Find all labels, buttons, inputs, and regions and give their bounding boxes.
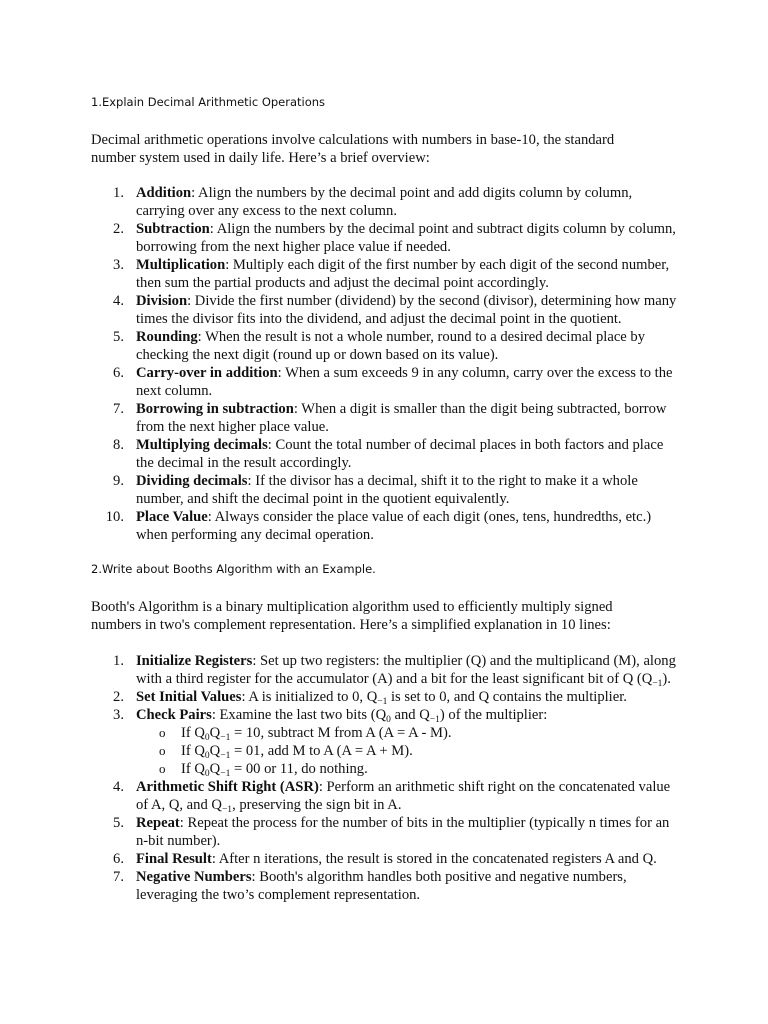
list-number: 2. (113, 689, 124, 705)
list-term: Rounding (136, 329, 198, 345)
list-text: : Multiply each digit of the first number by each digit of the second number, then sum the partial products and adjust the decimal point accordingly. (136, 257, 670, 291)
list-text: : Align the numbers by the decimal point and add digits column by column, carrying over any excess to the next column. (136, 185, 633, 219)
list-term: Multiplying decimals (136, 437, 268, 453)
list-text: : Always consider the place value of each digit (ones, tens, hundredths, etc.) when performing any decimal operation. (136, 509, 652, 543)
symbol-q: Q (375, 707, 387, 723)
list-text: and (390, 707, 420, 723)
sub-text: If (181, 725, 195, 741)
list-number: 1. (113, 185, 124, 201)
list-term: Addition (136, 185, 192, 201)
list-term: Division (136, 293, 188, 309)
subscript: 0 (386, 715, 391, 725)
list-item (91, 256, 681, 292)
list-number: 9. (113, 473, 124, 489)
list-item (91, 292, 681, 328)
symbol-q: Q (419, 707, 430, 723)
symbol-q: Q (194, 743, 205, 759)
section-1-list (91, 184, 681, 544)
list-number: 6. (113, 365, 124, 381)
list-term: Subtraction (136, 221, 210, 237)
bullet-icon: o (159, 743, 166, 758)
subscript: −1 (220, 769, 231, 779)
list-text: : Align the numbers by the decimal point and subtract digits column by column, borrowing from the next higher place value if needed. (136, 221, 676, 255)
list-term: Arithmetic Shift Right (ASR) (136, 779, 319, 795)
symbol-q: Q (194, 725, 205, 741)
list-term: Check Pairs (136, 707, 212, 723)
bullet-icon: o (159, 761, 166, 776)
list-term: Initialize Registers (136, 653, 253, 669)
list-item (91, 652, 681, 688)
section-2-list (91, 652, 681, 904)
list-term: Place Value (136, 509, 208, 525)
subscript: −1 (652, 679, 663, 689)
symbol-q: Q (209, 743, 221, 759)
list-term: Carry-over in addition (136, 365, 278, 381)
list-text: : Perform an arithmetic shift right on the concatenated value of A, Q, and (136, 779, 671, 813)
list-item (91, 508, 681, 544)
list-text: : Count the total number of decimal places in both factors and place the decimal in the result accordingly. (136, 437, 664, 471)
subscript: 0 (204, 769, 210, 779)
list-text: : Booth's algorithm handles both positive and negative numbers, leveraging the two’s complement representation. (136, 869, 627, 903)
sub-list-item (91, 742, 681, 760)
sub-text: = 01, add M to A (A = A + M). (230, 743, 413, 759)
list-text: , preserving the sign bit in A. (232, 797, 402, 813)
list-number: 7. (113, 401, 124, 417)
list-number: 3. (113, 257, 124, 273)
list-number: 4. (113, 779, 124, 795)
list-number: 3. (113, 707, 124, 723)
list-number: 7. (113, 869, 124, 885)
subscript: 0 (204, 733, 210, 743)
list-item (91, 850, 681, 868)
list-number: 4. (113, 293, 124, 309)
list-text: : Divide the first number (dividend) by the second (divisor), determining how many times the divisor fits into the dividend, and adjust the decimal point in the quotient. (136, 293, 677, 327)
sub-text: If (181, 743, 195, 759)
subscript: 0 (204, 751, 210, 761)
section-1-heading: 1.Explain Decimal Arithmetic Operations (91, 95, 326, 109)
list-term: Repeat (136, 815, 180, 831)
list-text: is set to 0, and Q contains the multiplier. (387, 689, 627, 705)
list-number: 2. (113, 221, 124, 237)
symbol-q: Q (209, 725, 221, 741)
subscript: −1 (220, 733, 231, 743)
subscript: −1 (221, 805, 233, 815)
list-item (91, 814, 681, 850)
list-item (91, 328, 681, 364)
sub-text: If (181, 761, 195, 777)
list-text: : Set up two registers: the multiplier (Q) and the multiplicand (M), along with a third register for the accumulator (A) and a bit for the least significant bit of Q ( (136, 653, 676, 687)
list-term: Multiplication (136, 257, 226, 273)
list-text: : When the result is not a whole number, round to a desired decimal place by checking the next digit (round up or down based on its value). (136, 329, 646, 363)
list-item (91, 400, 681, 436)
symbol-q: Q (641, 671, 653, 687)
subscript: −1 (429, 715, 440, 725)
list-text: : When a digit is smaller than the digit being subtracted, borrow from the next higher place value. (136, 401, 667, 435)
list-number: 5. (113, 815, 124, 831)
list-text: ) of the multiplier: (439, 707, 548, 723)
list-item (91, 184, 681, 220)
list-text: : Repeat the process for the number of bits in the multiplier (typically n times for an n-bit number). (136, 815, 670, 849)
list-item (91, 472, 681, 508)
list-text: : Examine the last two bits ( (211, 707, 376, 723)
list-text: : When a sum exceeds 9 in any column, carry over the excess to the next column. (136, 365, 673, 399)
list-number: 10. (105, 509, 124, 525)
symbol-q: Q (211, 797, 222, 813)
list-item (91, 364, 681, 400)
list-text: : A is initialized to 0, (241, 689, 367, 705)
sub-list (136, 724, 681, 778)
section-2-intro: Booth's Algorithm is a binary multiplication algorithm used to efficiently multiply signed numbers in two's complement representation. Here’s a simplified explanation in 10 lines: (91, 599, 613, 633)
symbol-q: Q (209, 761, 221, 777)
list-term: Borrowing in subtraction (136, 401, 294, 417)
list-text: : After n iterations, the result is stored in the concatenated registers A and Q. (211, 851, 657, 867)
bullet-icon: o (159, 725, 166, 740)
subscript: −1 (377, 697, 388, 707)
sub-list-item (91, 724, 681, 742)
list-term: Set Initial Values (136, 689, 242, 705)
list-item (91, 868, 681, 904)
list-number: 6. (113, 851, 124, 867)
symbol-q: Q (366, 689, 378, 705)
sub-text: = 10, subtract M from A (A = A - M). (230, 725, 452, 741)
list-term: Dividing decimals (136, 473, 248, 489)
list-term: Final Result (136, 851, 212, 867)
list-item (91, 706, 681, 778)
sub-list-item (91, 760, 681, 778)
list-number: 8. (113, 437, 124, 453)
symbol-q: Q (194, 761, 205, 777)
subscript: −1 (220, 751, 231, 761)
list-number: 5. (113, 329, 124, 345)
list-term: Negative Numbers (136, 869, 252, 885)
list-item (91, 688, 681, 706)
list-item (91, 436, 681, 472)
list-text: : If the divisor has a decimal, shift it to the right to make it a whole number, and shift the decimal point in the quotient equivalently. (136, 473, 638, 507)
sub-text: = 00 or 11, do nothing. (230, 761, 368, 777)
section-1-intro: Decimal arithmetic operations involve calculations with numbers in base-10, the standard number system used in daily life. Here’s a brief overview: (91, 132, 615, 166)
list-number: 1. (113, 653, 124, 669)
list-text-end: ). (662, 671, 671, 687)
section-2-heading: 2.Write about Booths Algorithm with an Example. (91, 562, 376, 576)
list-item (91, 778, 681, 814)
list-item (91, 220, 681, 256)
